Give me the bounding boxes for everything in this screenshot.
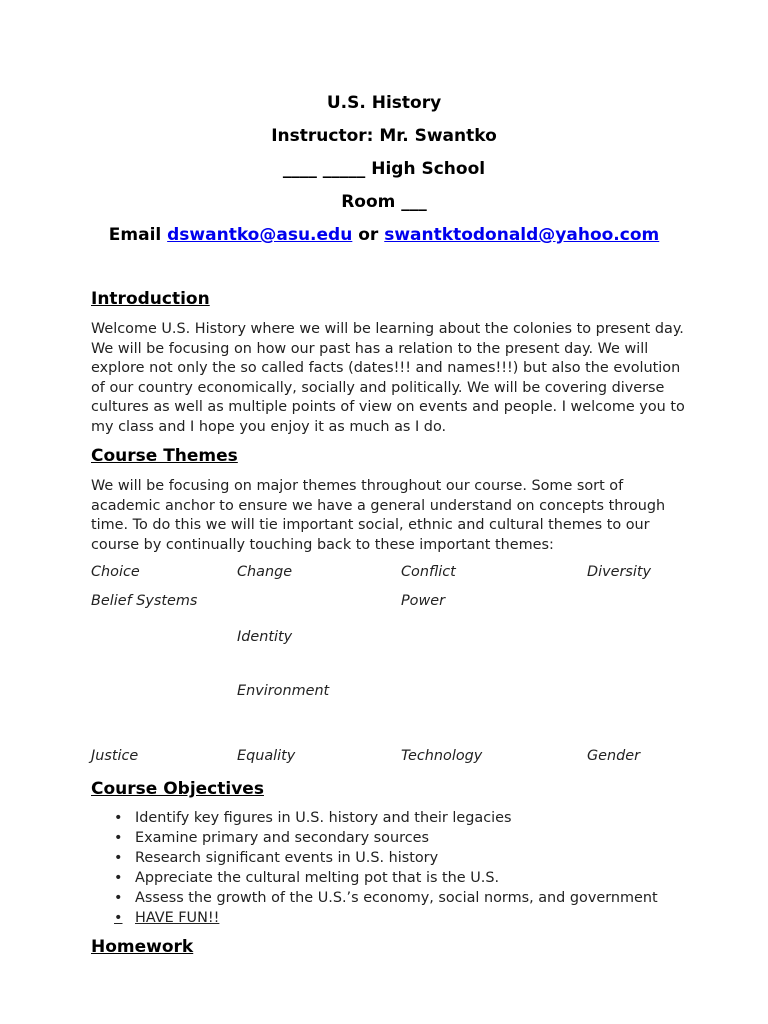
course-themes-heading: Course Themes xyxy=(91,446,238,466)
email-link-secondary[interactable]: swantktodonald@yahoo.com xyxy=(384,225,660,245)
objective-item: • Examine primary and secondary sources xyxy=(135,828,691,848)
theme-cell: Justice xyxy=(91,748,139,764)
objective-item: • Research significant events in U.S. history xyxy=(135,848,691,868)
course-themes-text: We will be focusing on major themes throughout our course. Some sort of academic anchor to ensure we have a general understand on concepts through time. To do this we will tie important social, ethnic and cultural themes to our course by continually touching back to these important themes: xyxy=(91,478,666,553)
introduction-heading: Introduction xyxy=(91,289,210,309)
theme-cell xyxy=(587,592,687,736)
room-line: Room ___ xyxy=(341,192,427,212)
email-label: Email xyxy=(108,225,168,245)
theme-cell-text: Identity xyxy=(237,629,293,645)
theme-cell xyxy=(237,592,401,736)
school-line: ____ _____ High School xyxy=(282,159,486,179)
themes-row xyxy=(91,747,691,765)
theme-cell-text: Environment xyxy=(237,683,330,699)
theme-cell: Diversity xyxy=(587,564,652,580)
theme-cell: Technology xyxy=(401,748,483,764)
course-title: U.S. History xyxy=(326,93,442,113)
theme-cell: Equality xyxy=(237,748,296,764)
theme-cell: Change xyxy=(237,564,293,580)
themes-row xyxy=(91,563,691,581)
theme-cell: Choice xyxy=(91,564,140,580)
instructor-line: Instructor: Mr. Swantko xyxy=(271,126,497,146)
objectives-list xyxy=(91,808,691,928)
objective-item: • HAVE FUN!! xyxy=(135,908,691,928)
theme-cell: Conflict xyxy=(401,564,456,580)
document-body xyxy=(91,286,691,960)
introduction-section xyxy=(91,286,691,437)
email-line xyxy=(0,220,768,253)
introduction-text: Welcome U.S. History where we will be learning about the colonies to present day. We will be focusing on how our past has a relation to the present day. We will explore not only the so called facts (dates!!! and names!!!) but also the evolution of our country economically, socially and politically. We will be covering diverse cultures as well as multiple points of view on events and people. I welcome you to my class and I hope you enjoy it as much as I do. xyxy=(91,321,685,435)
themes-row xyxy=(91,592,691,736)
theme-cell: Gender xyxy=(587,748,641,764)
homework-heading: Homework xyxy=(91,937,194,957)
homework-section xyxy=(91,934,691,960)
course-objectives-heading: Course Objectives xyxy=(91,779,264,799)
objective-item: • Assess the growth of the U.S.’s economy, social norms, and government xyxy=(135,888,691,908)
themes-table xyxy=(91,563,691,765)
course-themes-section xyxy=(91,443,691,765)
email-link-primary[interactable]: dswantko@asu.edu xyxy=(167,225,353,245)
email-separator: or xyxy=(352,225,385,245)
theme-cell: Power xyxy=(401,593,446,609)
objective-item: • Identify key figures in U.S. history and their legacies xyxy=(135,808,691,828)
course-objectives-section xyxy=(91,776,691,928)
objective-item: • Appreciate the cultural melting pot that is the U.S. xyxy=(135,868,691,888)
theme-cell: Belief Systems xyxy=(91,593,198,609)
document-header xyxy=(0,88,768,253)
